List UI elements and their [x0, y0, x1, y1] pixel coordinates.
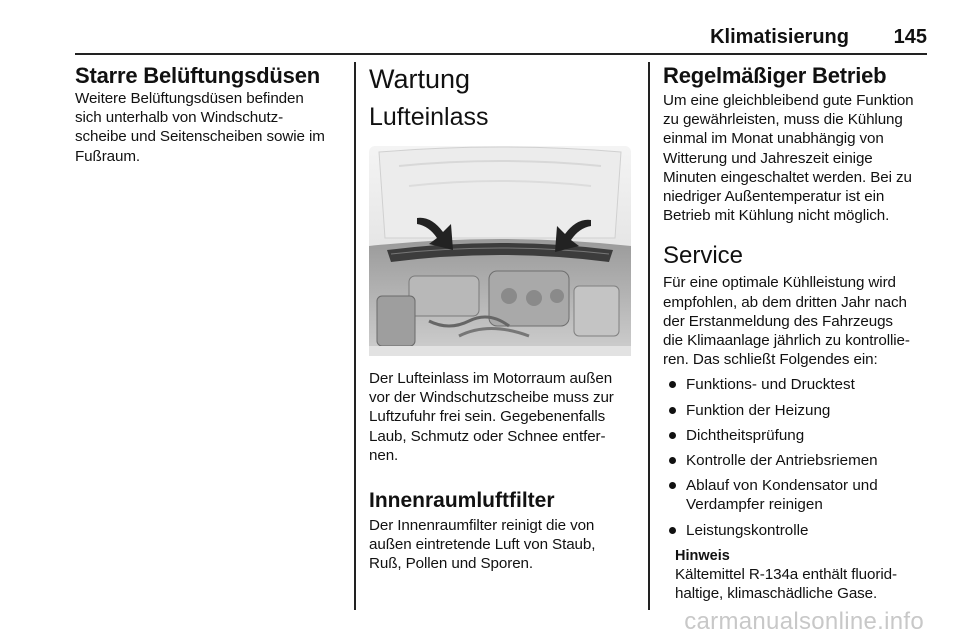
text-line: vor der Windschutzscheibe muss zur — [369, 389, 614, 407]
bullet-icon — [669, 407, 676, 414]
paragraph-innenraumluftfilter — [369, 516, 635, 574]
text-line: Der Lufteinlass im Motorraum außen — [369, 370, 613, 387]
column-3 — [663, 62, 931, 603]
text-line: Betrieb mit Kühlung nicht möglich. — [663, 207, 890, 225]
engine-bay-photo-icon — [369, 146, 631, 356]
column-2 — [369, 62, 635, 574]
text-line: sich unterhalb von Windschutz- — [75, 109, 284, 127]
text-line: Der Innenraumfilter reinigt die von — [369, 517, 595, 535]
column-divider-2 — [648, 62, 650, 610]
paragraph-belueftungsduesen — [75, 89, 347, 166]
text-line: Fußraum. — [75, 147, 141, 165]
text-line: empfohlen, ab dem dritten Jahr nach — [663, 293, 907, 311]
section-title: Klimatisierung — [710, 26, 849, 48]
bullet-icon — [669, 527, 676, 534]
text-line: Weitere Belüftungsdüsen befinden — [75, 90, 304, 107]
list-item: Dichtheitsprüfung — [663, 426, 931, 445]
bullet-icon — [669, 482, 676, 489]
text-line: ren. Das schließt Folgendes ein: — [663, 351, 878, 369]
text-line: Laub, Schmutz oder Schnee entfer- — [369, 427, 606, 445]
note-title: Hinweis — [675, 547, 730, 564]
heading-starre-belueftungsduesen: Starre Belüftungsdüsen — [75, 63, 320, 88]
list-item: Ablauf von Kondensator und Verdampfer reinigen — [663, 476, 931, 514]
text-line: Um eine gleichbleibend gute Funktion — [663, 92, 914, 109]
heading-lufteinlass: Lufteinlass — [369, 103, 489, 131]
page-number: 145 — [893, 26, 927, 48]
text-line: zu gewährleisten, muss die Kühlung — [663, 111, 903, 129]
service-checklist — [663, 375, 931, 539]
column-1 — [75, 62, 347, 166]
note-text — [675, 565, 931, 603]
heading-regelmaessiger-betrieb: Regelmäßiger Betrieb — [663, 63, 887, 88]
paragraph-service — [663, 273, 931, 369]
watermark: carmanualsonline.info — [684, 608, 924, 635]
heading-wartung: Wartung — [369, 64, 471, 94]
bullet-icon — [669, 432, 676, 439]
list-item: Leistungskontrolle — [663, 521, 931, 540]
bullet-icon — [669, 381, 676, 388]
list-item: Funktion der Heizung — [663, 401, 931, 420]
paragraph-lufteinlass — [369, 369, 635, 465]
column-divider-1 — [354, 62, 356, 610]
text-line: Ruß, Pollen und Sporen. — [369, 555, 534, 573]
text-line: Für eine optimale Kühlleistung wird — [663, 274, 896, 292]
list-item: Kontrolle der Antriebsriemen — [663, 451, 931, 470]
paragraph-regelmaessiger-betrieb — [663, 91, 931, 225]
text-line: die Klimaanlage jährlich zu kontrollie- — [663, 332, 910, 350]
text-line: einmal im Monat unabhängig von — [663, 130, 884, 148]
text-line: Minuten eingeschaltet werden. Bei zu — [663, 168, 912, 186]
heading-service: Service — [663, 242, 744, 270]
text-line: haltige, klimaschädliche Gase. — [675, 585, 878, 603]
bullet-icon — [669, 457, 676, 464]
text-line: der Erstanmeldung des Fahrzeugs — [663, 312, 893, 330]
page-header — [75, 26, 927, 52]
note-box — [675, 548, 931, 603]
text-line: Kältemittel R-134a enthält fluorid- — [675, 565, 897, 583]
text-line: scheibe und Seitenscheiben sowie im — [75, 128, 325, 146]
text-line: Witterung und Jahreszeit einige — [663, 149, 873, 167]
text-line: nen. — [369, 446, 399, 464]
list-item: Funktions- und Drucktest — [663, 375, 931, 394]
header-rule — [75, 53, 927, 55]
text-line: niedriger Außentemperatur ist ein — [663, 188, 885, 206]
text-line: außen eintretende Luft von Staub, — [369, 536, 596, 554]
heading-innenraumluftfilter: Innenraumluftfilter — [369, 489, 555, 513]
text-line: Luftzufuhr frei sein. Gegebenenfalls — [369, 408, 606, 426]
